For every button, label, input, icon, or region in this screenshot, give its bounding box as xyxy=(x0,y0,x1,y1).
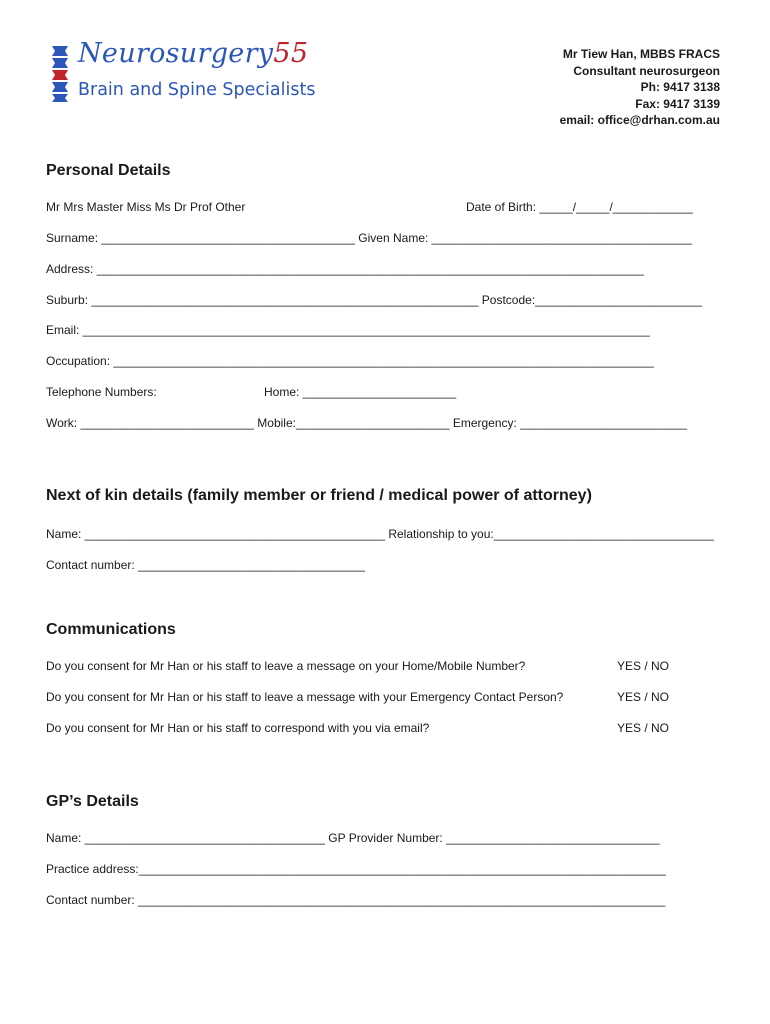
contact-block xyxy=(560,46,720,129)
address-field[interactable]: Address: __________________________________________________________________________________ xyxy=(46,262,644,276)
next-of-kin-heading: Next of kin details (family member or friend / medical power of attorney) xyxy=(46,487,592,504)
brand-name: Neurosurgery55 xyxy=(78,38,309,69)
brand-tagline: Brain and Spine Specialists xyxy=(78,80,316,100)
consent-question-email: Do you consent for Mr Han or his staff to correspond with you via email? xyxy=(46,721,430,735)
occupation-field[interactable]: Occupation: _________________________________________________________________________________ xyxy=(46,354,654,368)
doctor-name: Mr Tiew Han, MBBS FRACS xyxy=(562,47,720,61)
email-address: email: office@drhan.com.au xyxy=(559,113,720,127)
consent-answer-email[interactable]: YES / NO xyxy=(617,721,670,735)
doctor-role: Consultant neurosurgeon xyxy=(573,63,720,78)
consent-question-phone: Do you consent for Mr Han or his staff to leave a message on your Home/Mobile Number? xyxy=(46,659,526,673)
email-field[interactable]: Email: _____________________________________________________________________________________ xyxy=(46,323,650,337)
gp-name-provider-field[interactable]: Name: ____________________________________ GP Provider Number: ________________________________ xyxy=(46,831,660,845)
personal-details-heading: Personal Details xyxy=(46,162,171,179)
consent-answer-phone[interactable]: YES / NO xyxy=(617,659,670,673)
phone: Ph: 9417 3138 xyxy=(640,80,720,94)
spine-vertebrae-icon xyxy=(50,46,70,102)
communications-heading: Communications xyxy=(46,621,176,638)
title-options[interactable]: Mr Mrs Master Miss Ms Dr Prof Other xyxy=(46,200,246,214)
home-phone-field[interactable]: Home: _______________________ xyxy=(264,385,457,399)
consent-answer-emergency[interactable]: YES / NO xyxy=(617,690,670,704)
surname-given-name-field[interactable]: Surname: ______________________________________ Given Name: _______________________________________ xyxy=(46,231,692,245)
suburb-postcode-field[interactable]: Suburb: __________________________________________________________ Postcode:_________________________ xyxy=(46,293,702,307)
consent-question-emergency: Do you consent for Mr Han or his staff to leave a message with your Emergency Contact Person? xyxy=(46,690,564,704)
date-of-birth-field[interactable]: Date of Birth: _____/_____/____________ xyxy=(466,200,693,214)
telephone-numbers-label: Telephone Numbers: xyxy=(46,385,157,399)
gp-details-heading: GP’s Details xyxy=(46,793,139,810)
kin-contact-number-field[interactable]: Contact number: __________________________________ xyxy=(46,558,365,572)
work-mobile-emergency-field[interactable]: Work: __________________________ Mobile:_______________________ Emergency: _________________________ xyxy=(46,416,688,430)
logo xyxy=(50,38,350,108)
brand-number: 55 xyxy=(273,38,309,69)
fax: Fax: 9417 3139 xyxy=(635,96,720,111)
gp-practice-address-field[interactable]: Practice address:_______________________________________________________________________________ xyxy=(46,862,666,876)
kin-name-relationship-field[interactable]: Name: _____________________________________________ Relationship to you:_________________________________ xyxy=(46,527,714,541)
gp-contact-number-field[interactable]: Contact number: _______________________________________________________________________________ xyxy=(46,893,666,907)
